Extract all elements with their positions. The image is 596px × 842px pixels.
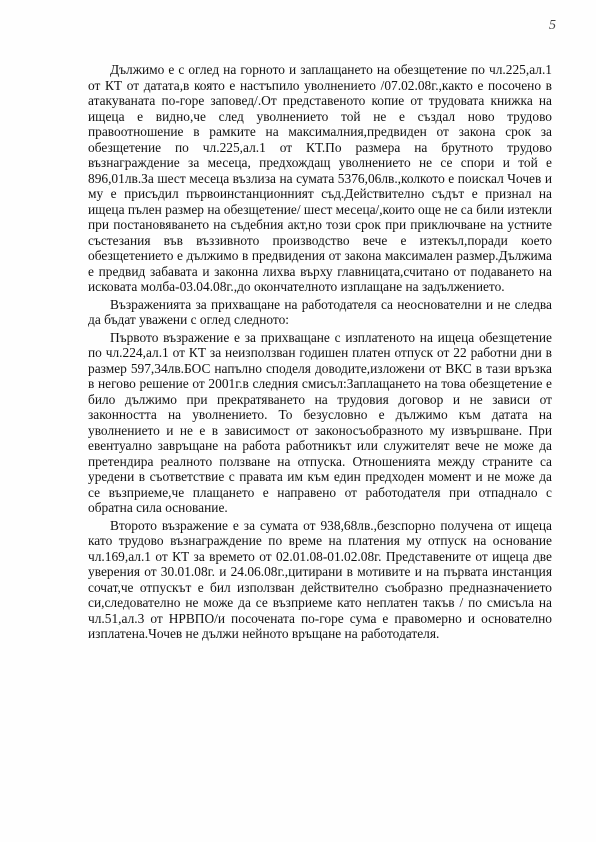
paragraph-2: Възраженията за прихващане на работодателя са неоснователни и не следва да бъдат уважени с оглед следното: [88,296,552,327]
paragraph-1: Дължимо е с оглед на горното и заплащането на обезщетение по чл.225,ал.1 от КТ от датата,в която е настъпило уволнението /07.02.08г.,както е посочено в атакуваната по-горе заповед/.От представеното копие от трудовата книжка на ищеца е видно,че след уволнението той не е създал ново трудово правоотношение в рамките на максималния,предвиден от закона срок за обезщетение по чл.225,ал.1 от КТ.По размера на брутното трудово възнаграждение за месеца, предхождащ уволнението не се спори и той е 896,01лв.За шест месеца възлиза на сумата 5376,06лв.,колкото е поискал Чочев и му е присъдил първоинстанционният съд.Действително съдът е признал на ищеца пълен размер на обезщетение/ шест месеца/,които още не са били изтекли при постановяването на съдебния акт,но този срок при приключване на устните състезания във въззивното производство вече е изтекъл,поради което обезщетението е дължимо в предвидения от закона максимален размер.Дължима е предвид забавата и законна лихва върху главницата,считано от подаването на исковата молба-03.04.08г.,до окончателното изплащане на задължението. [88,62,552,294]
document-body [88,62,552,642]
paragraph-3: Първото възражение е за прихващане с изплатеното на ищеца обезщетение по чл.224,ал.1 от КТ за неизползван годишен платен отпуск от 22 работни дни в размер 597,34лв.БОС напълно споделя доводите,изложени от ВКС в тази връзка в негово решение от 2001г.в следния смисъл:Заплащането на това обезщетение е било дължимо при прекратяването на трудовия договор и не зависи от законността на уволнението. То безусловно е дължимо към датата на уволнението и не е в зависимост от законосъобразното му извършване. При евентуално завръщане на работа работникът или служителят вече не може да претендира реалното ползване на отпуска. Отношенията между страните са уредени в съответствие с правата им към един предходен момент и не може да се възприеме,че плащането е направено от работодателя при отпаднало с обратна сила основание. [88,329,552,515]
page-number: 5 [549,18,556,33]
paragraph-4: Второто възражение е за сумата от 938,68лв.,безспорно получена от ищеца като трудово възнаграждение по време на платения му отпуск на основание чл.169,ал.1 от КТ за времето от 02.01.08-01.02.08г. Представените от ищеца две уверения от 30.01.08г. и 24.06.08г.,цитирани в мотивите и на първата инстанция сочат,че отпускът е бил използван действително съобразно предназначението си,следователно не може да се възприеме като неплатен такъв / по смисъла на чл.51,ал.3 от НРВПО/и посочената по-горе сума е правомерно и основателно изплатена.Чочев не дължи нейното връщане на работодателя. [88,517,552,641]
